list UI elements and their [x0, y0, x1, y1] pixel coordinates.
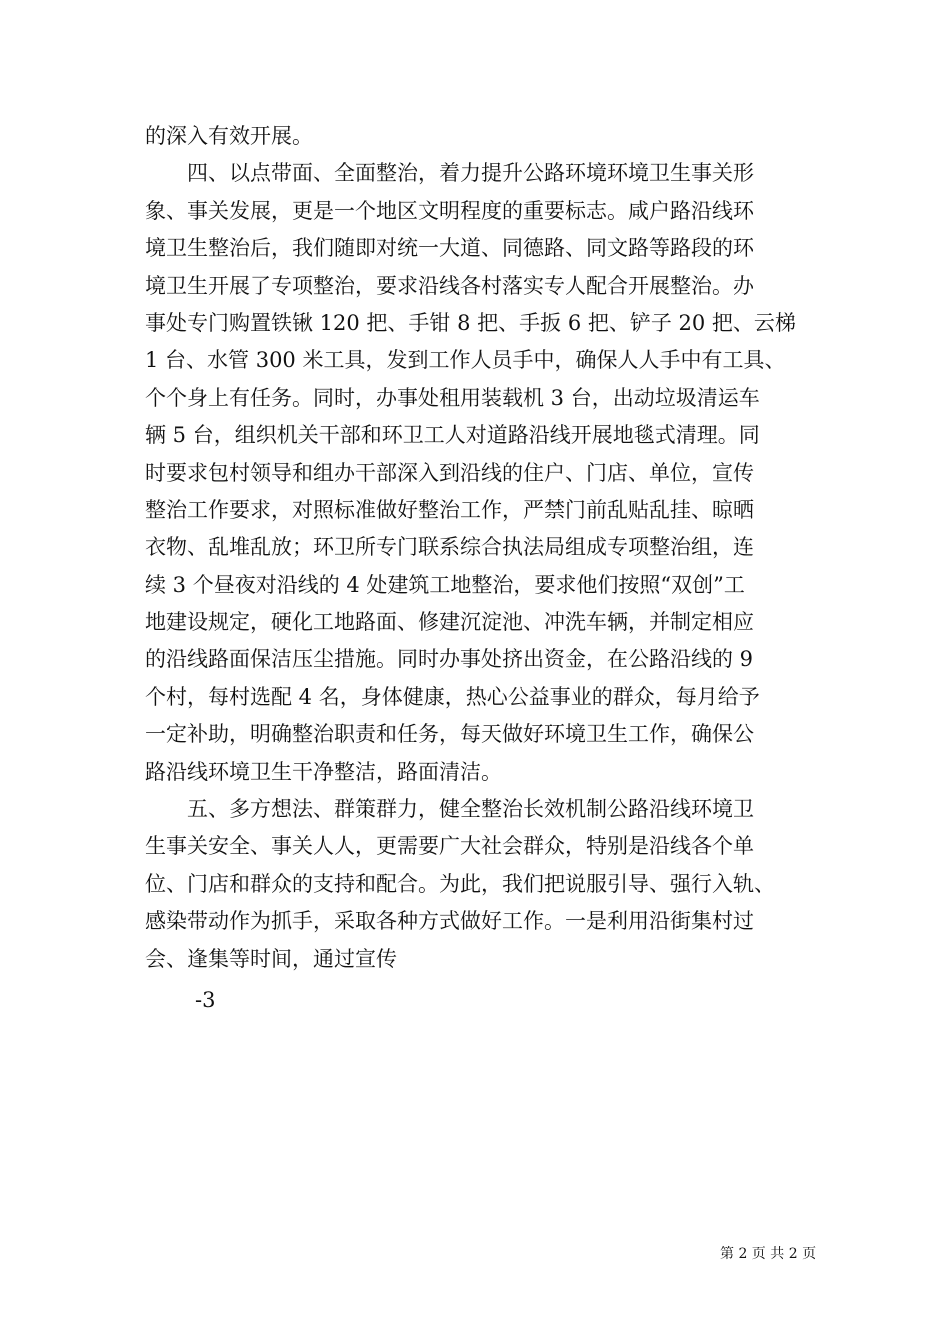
text-line: 会、逢集等时间，通过宣传	[145, 946, 397, 971]
text-line: 生事关安全、事关人人，更需要广大社会群众，特别是沿线各个单	[145, 834, 754, 859]
text-line: 1 台、水管 300 米工具，发到工作人员手中，确保人人手中有工具、	[145, 348, 786, 373]
text-line: 事处专门购置铁锹 120 把、手钳 8 把、手扳 6 把、铲子 20 把、云梯	[145, 310, 796, 335]
text-line: 一定补助，明确整治职责和任务，每天做好环境卫生工作，确保公	[145, 722, 754, 747]
text-line: 象、事关发展，更是一个地区文明程度的重要标志。咸户路沿线环	[145, 198, 754, 223]
section-five-heading-line: 五、多方想法、群策群力，健全整治长效机制公路沿线环境卫	[187, 797, 754, 822]
text-line: 地建设规定，硬化工地路面、修建沉淀池、冲洗车辆，并制定相应	[145, 610, 754, 635]
text-line: 位、门店和群众的支持和配合。为此，我们把说服引导、强行入轨、	[145, 871, 775, 896]
section-four-heading-line: 四、以点带面、全面整治，着力提升公路环境环境卫生事关形	[187, 161, 754, 186]
text-line: 时要求包村领导和组办干部深入到沿线的住户、门店、单位，宣传	[145, 460, 754, 485]
text-line: 境卫生开展了专项整治，要求沿线各村落实专人配合开展整治。办	[145, 273, 754, 298]
text-line: 辆 5 台，组织机关干部和环卫工人对道路沿线开展地毯式清理。同	[145, 423, 760, 448]
text-line: 的沿线路面保洁压尘措施。同时办事处挤出资金，在公路沿线的 9	[145, 647, 754, 672]
text-line: 个村，每村选配 4 名，身体健康，热心公益事业的群众，每月给予	[145, 684, 760, 709]
text-line: 整治工作要求，对照标准做好整治工作，严禁门前乱贴乱挂、晾晒	[145, 497, 754, 522]
page-marker: -3	[195, 988, 216, 1012]
text-line: 路沿线环境卫生干净整洁，路面清洁。	[145, 759, 502, 784]
body-text	[145, 118, 810, 978]
text-line: 境卫生整治后，我们随即对统一大道、同德路、同文路等路段的环	[145, 236, 754, 261]
text-line: 衣物、乱堆乱放；环卫所专门联系综合执法局组成专项整治组，连	[145, 535, 754, 560]
text-line: 个个身上有任务。同时，办事处租用装载机 3 台，出动垃圾清运车	[145, 385, 760, 410]
text-line: 感染带动作为抓手，采取各种方式做好工作。一是利用沿街集村过	[145, 909, 754, 934]
text-line: 的深入有效开展。	[145, 124, 313, 148]
text-line: 续 3 个昼夜对沿线的 4 处建筑工地整治，要求他们按照“双创”工	[145, 572, 745, 597]
page-footer: 第 2 页 共 2 页	[720, 1246, 817, 1262]
